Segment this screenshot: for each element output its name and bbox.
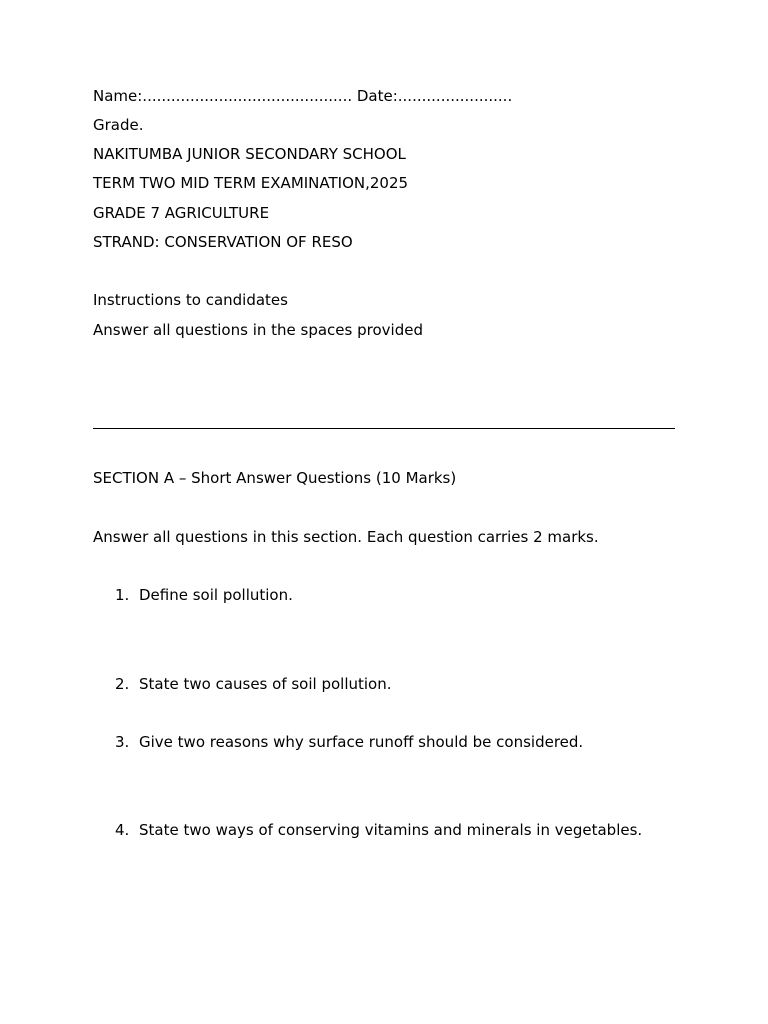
instructions-heading: Instructions to candidates <box>93 291 288 309</box>
exam-title: TERM TWO MID TERM EXAMINATION,2025 <box>93 174 409 192</box>
question-number: 3. <box>115 733 130 751</box>
question-number: 1. <box>115 586 130 604</box>
question-number: 4. <box>115 821 130 839</box>
grade-line: Grade. <box>93 116 144 134</box>
strand-title: STRAND: CONSERVATION OF RESO <box>93 233 353 251</box>
question-number: 2. <box>115 675 130 693</box>
school-name: NAKITUMBA JUNIOR SECONDARY SCHOOL <box>93 145 406 163</box>
subject-title: GRADE 7 AGRICULTURE <box>93 204 270 222</box>
question-text: Define soil pollution. <box>139 586 293 604</box>
name-date-line: Name:............................................ Date:........................ <box>93 87 513 105</box>
instructions-text: Answer all questions in the spaces provided <box>93 321 423 339</box>
section-a-instruction: Answer all questions in this section. Each question carries 2 marks. <box>93 528 599 546</box>
horizontal-divider <box>93 428 675 429</box>
section-a-title: SECTION A – Short Answer Questions (10 Marks) <box>93 469 457 487</box>
question-text: State two causes of soil pollution. <box>139 675 392 693</box>
question-text: Give two reasons why surface runoff should be considered. <box>139 733 584 751</box>
question-text: State two ways of conserving vitamins and minerals in vegetables. <box>139 821 643 839</box>
